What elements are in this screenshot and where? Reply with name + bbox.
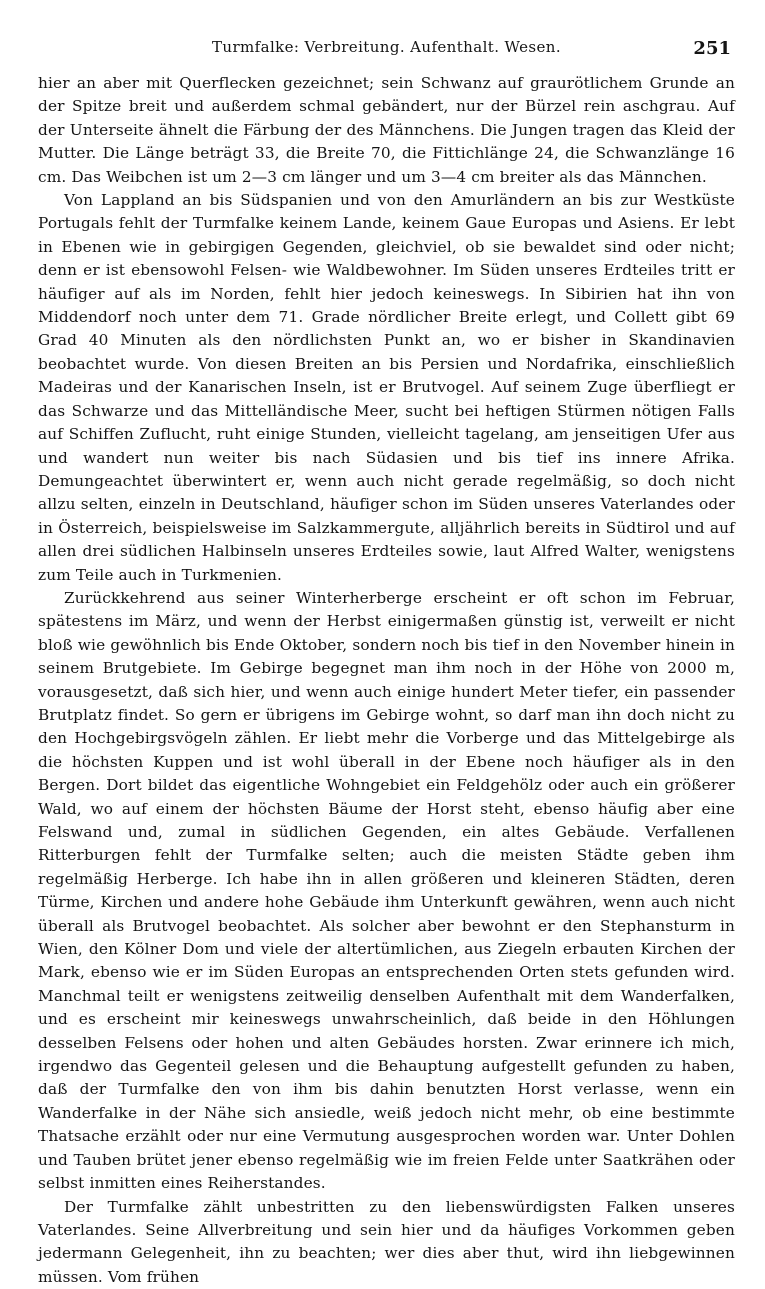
paragraph-continuation: hier an aber mit Querflecken gezeichnet; sein Schwanz auf graurötlichem Grunde an der Spitze breit und außerdem schmal gebändert, nur der Bürzel rein aschgrau. Auf der Unterseite ähnelt die Färbung der des Männchens. Die Jungen tragen das Kleid der Mutter. Die Länge beträgt 33, die Breite 70, die Fittichlänge 24, die Schwanzlänge 16 cm. Das Weibchen ist um 2—3 cm länger und um 3—4 cm breiter als das Männchen. — [38, 72, 735, 189]
paragraph-habitat: Zurückkehrend aus seiner Winterherberge erscheint er oft schon im Februar, spätestens im März, und wenn der Herbst einigermaßen günstig ist, verweilt er nicht bloß wie gewöhnlich bis Ende Oktober, sondern noch bis tief in den November hinein in seinem Brutgebiete. Im Gebirge begegnet man ihm noch in der Höhe von 2000 m, vorausgesetzt, daß sich hier, und wenn auch einige hundert Meter tiefer, ein passender Brutplatz findet. So gern er übrigens im Gebirge wohnt, so darf man ihn doch nicht zu den Hochgebirgsvögeln zählen. Er liebt mehr die Vorberge und das Mittelgebirge als die höchsten Kuppen und ist wohl überall in der Ebene noch häufiger als in den Bergen. Dort bildet das eigentliche Wohngebiet ein Feldgehölz oder auch ein größerer Wald, wo auf einem der höchsten Bäume der Horst steht, ebenso häufig aber eine Felswand und, zumal in südlichen Gegenden, ein altes Gebäude. Verfallenen Ritterburgen fehlt der Turmfalke selten; auch die meisten Städte geben ihm regelmäßig Herberge. Ich habe ihn in allen größeren und kleineren Städten, deren Türme, Kirchen und andere hohe Gebäude ihm Unterkunft gewähren, wenn auch nicht überall als Brutvogel beobachtet. Als solcher aber bewohnt er den Stephansturm in Wien, den Kölner Dom und viele der altertümlichen, aus Ziegeln erbauten Kirchen der Mark, ebenso wie er im Süden Europas an entsprechenden Orten stets gefunden wird. Manchmal teilt er wenigstens zeitweilig denselben Aufenthalt mit dem Wanderfalken, und es erscheint mir keineswegs unwahrscheinlich, daß beide in den Höhlungen desselben Felsens oder hohen und alten Gebäudes horsten. Zwar erinnere ich mich, irgendwo das Gegenteil gelesen und die Behauptung aufgestellt gefunden zu haben, daß der Turmfalke den von ihm bis dahin benutzten Horst verlasse, wenn ein Wanderfalke in der Nähe sich ansiedle, weiß jedoch nicht mehr, ob eine bestimmte Thatsache erzählt oder nur eine Vermutung ausgesprochen worden war. Unter Dohlen und Tauben brütet jener ebenso regelmäßig wie im freien Felde unter Saatkrähen oder selbst inmitten eines Reiherstandes. — [38, 587, 735, 1196]
running-title: Turmfalke: Verbreitung. Aufenthalt. Wesen. — [38, 38, 735, 56]
paragraph-character: Der Turmfalke zählt unbestritten zu den liebenswürdigsten Falken unseres Vaterlandes. Seine Allverbreitung und sein hier und da häufiges Vorkommen geben jedermann Gelegenheit, ihn zu beachten; wer dies aber thut, wird ihn liebgewinnen müssen. Vom frühen — [38, 1196, 735, 1289]
paragraph-distribution: Von Lappland an bis Südspanien und von den Amurländern an bis zur Westküste Portugals fehlt der Turmfalke keinem Lande, keinem Gaue Europas und Asiens. Er lebt in Ebenen wie in gebirgigen Gegenden, gleichviel, ob sie bewaldet sind oder nicht; denn er ist ebensowohl Felsen- wie Waldbewohner. Im Süden unseres Erdteiles tritt er häufiger auf als im Norden, fehlt hier jedoch keineswegs. In Sibirien hat ihn von Middendorf noch unter dem 71. Grade nördlicher Breite erlegt, und Collett gibt 69 Grad 40 Minuten als den nördlichsten Punkt an, wo er bisher in Skandinavien beobachtet wurde. Von diesen Breiten an bis Persien und Nordafrika, einschließlich Madeiras und der Kanarischen Inseln, ist er Brutvogel. Auf seinem Zuge überfliegt er das Schwarze und das Mittelländische Meer, sucht bei heftigen Stürmen nötigen Falls auf Schiffen Zuflucht, ruht einige Stunden, vielleicht tagelang, am jenseitigen Ufer aus und wandert nun weiter bis nach Südasien und bis tief ins innere Afrika. Demungeachtet überwintert er, wenn auch nicht gerade regelmäßig, so doch nicht allzu selten, einzeln in Deutschland, häufiger schon im Süden unseres Vaterlandes oder in Österreich, beispielsweise im Salzkammergute, alljährlich bereits in Südtirol und auf allen drei südlichen Halbinseln unseres Erdteiles sowie, laut Alfred Walter, wenigstens zum Teile auch in Turkmenien. — [38, 189, 735, 587]
body-text — [38, 72, 735, 1289]
page-number: 251 — [693, 38, 731, 59]
running-head — [38, 34, 735, 64]
